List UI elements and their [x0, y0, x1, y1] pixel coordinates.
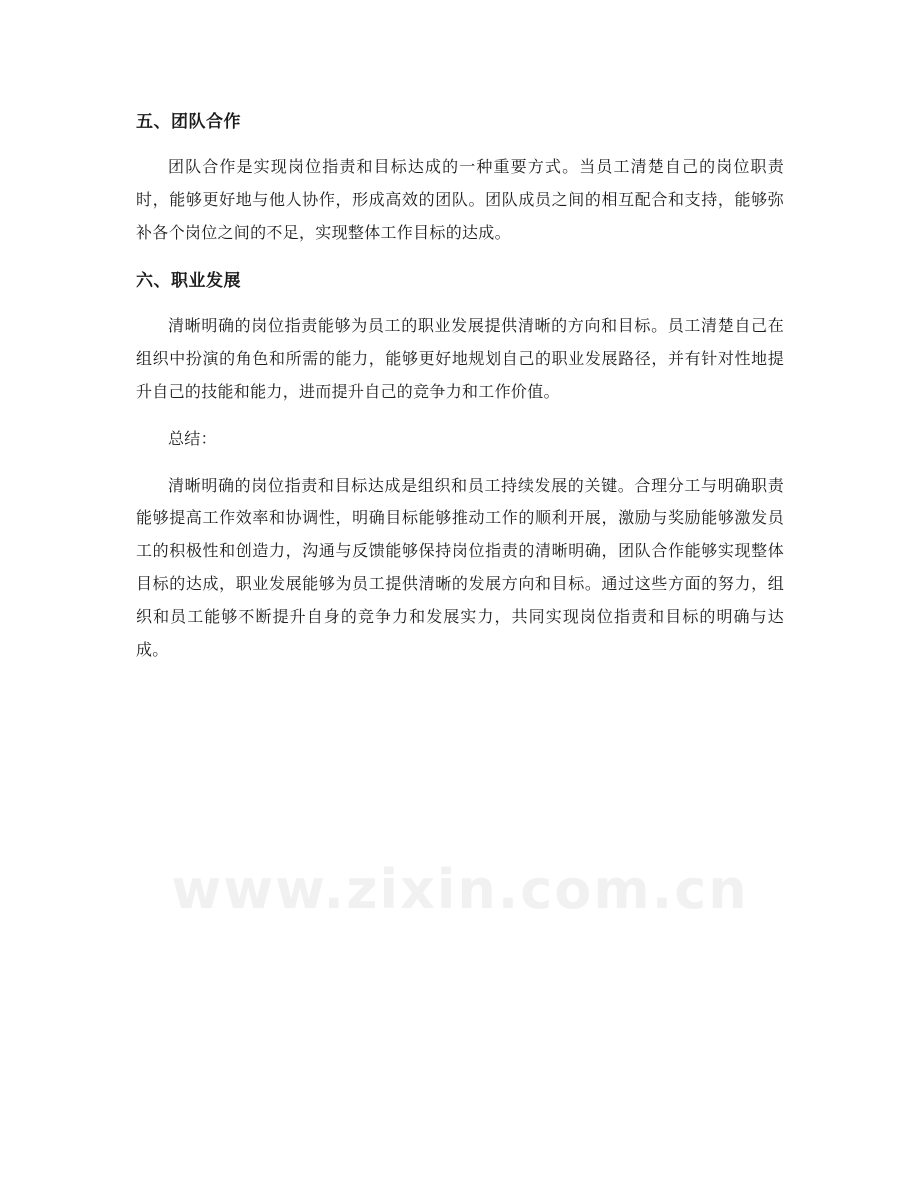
- summary-paragraph: 清晰明确的岗位指责和目标达成是组织和员工持续发展的关键。合理分工与明确职责能够提高工作效率和协调性，明确目标能够推动工作的顺利开展，激励与奖励能够激发员工的积极性和创造力，沟通与反馈能够保持岗位指责的清晰明确，团队合作能够实现整体目标的达成，职业发展能够为员工提供清晰的发展方向和目标。通过这些方面的努力，组织和员工能够不断提升自身的竞争力和发展实力，共同实现岗位指责和目标的明确与达成。: [136, 475, 784, 659]
- section-paragraph-career: 清晰明确的岗位指责能够为员工的职业发展提供清晰的方向和目标。员工清楚自己在组织中扮演的角色和所需的能力，能够更好地规划自己的职业发展路径，并有针对性地提升自己的技能和能力，进而提升自己的竞争力和工作价值。: [136, 316, 784, 401]
- section-heading-career: 六、职业发展: [136, 271, 241, 292]
- document-page: [136, 104, 784, 666]
- watermark: www.zixin.com.cn: [171, 858, 749, 921]
- summary-label: 总结：: [168, 428, 217, 448]
- section-paragraph-teamwork: 团队合作是实现岗位指责和目标达成的一种重要方式。当员工清楚自己的岗位职责时，能够更好地与他人协作，形成高效的团队。团队成员之间的相互配合和支持，能够弥补各个岗位之间的不足，实现整体工作目标的达成。: [136, 157, 784, 242]
- section-heading-teamwork: 五、团队合作: [136, 112, 241, 132]
